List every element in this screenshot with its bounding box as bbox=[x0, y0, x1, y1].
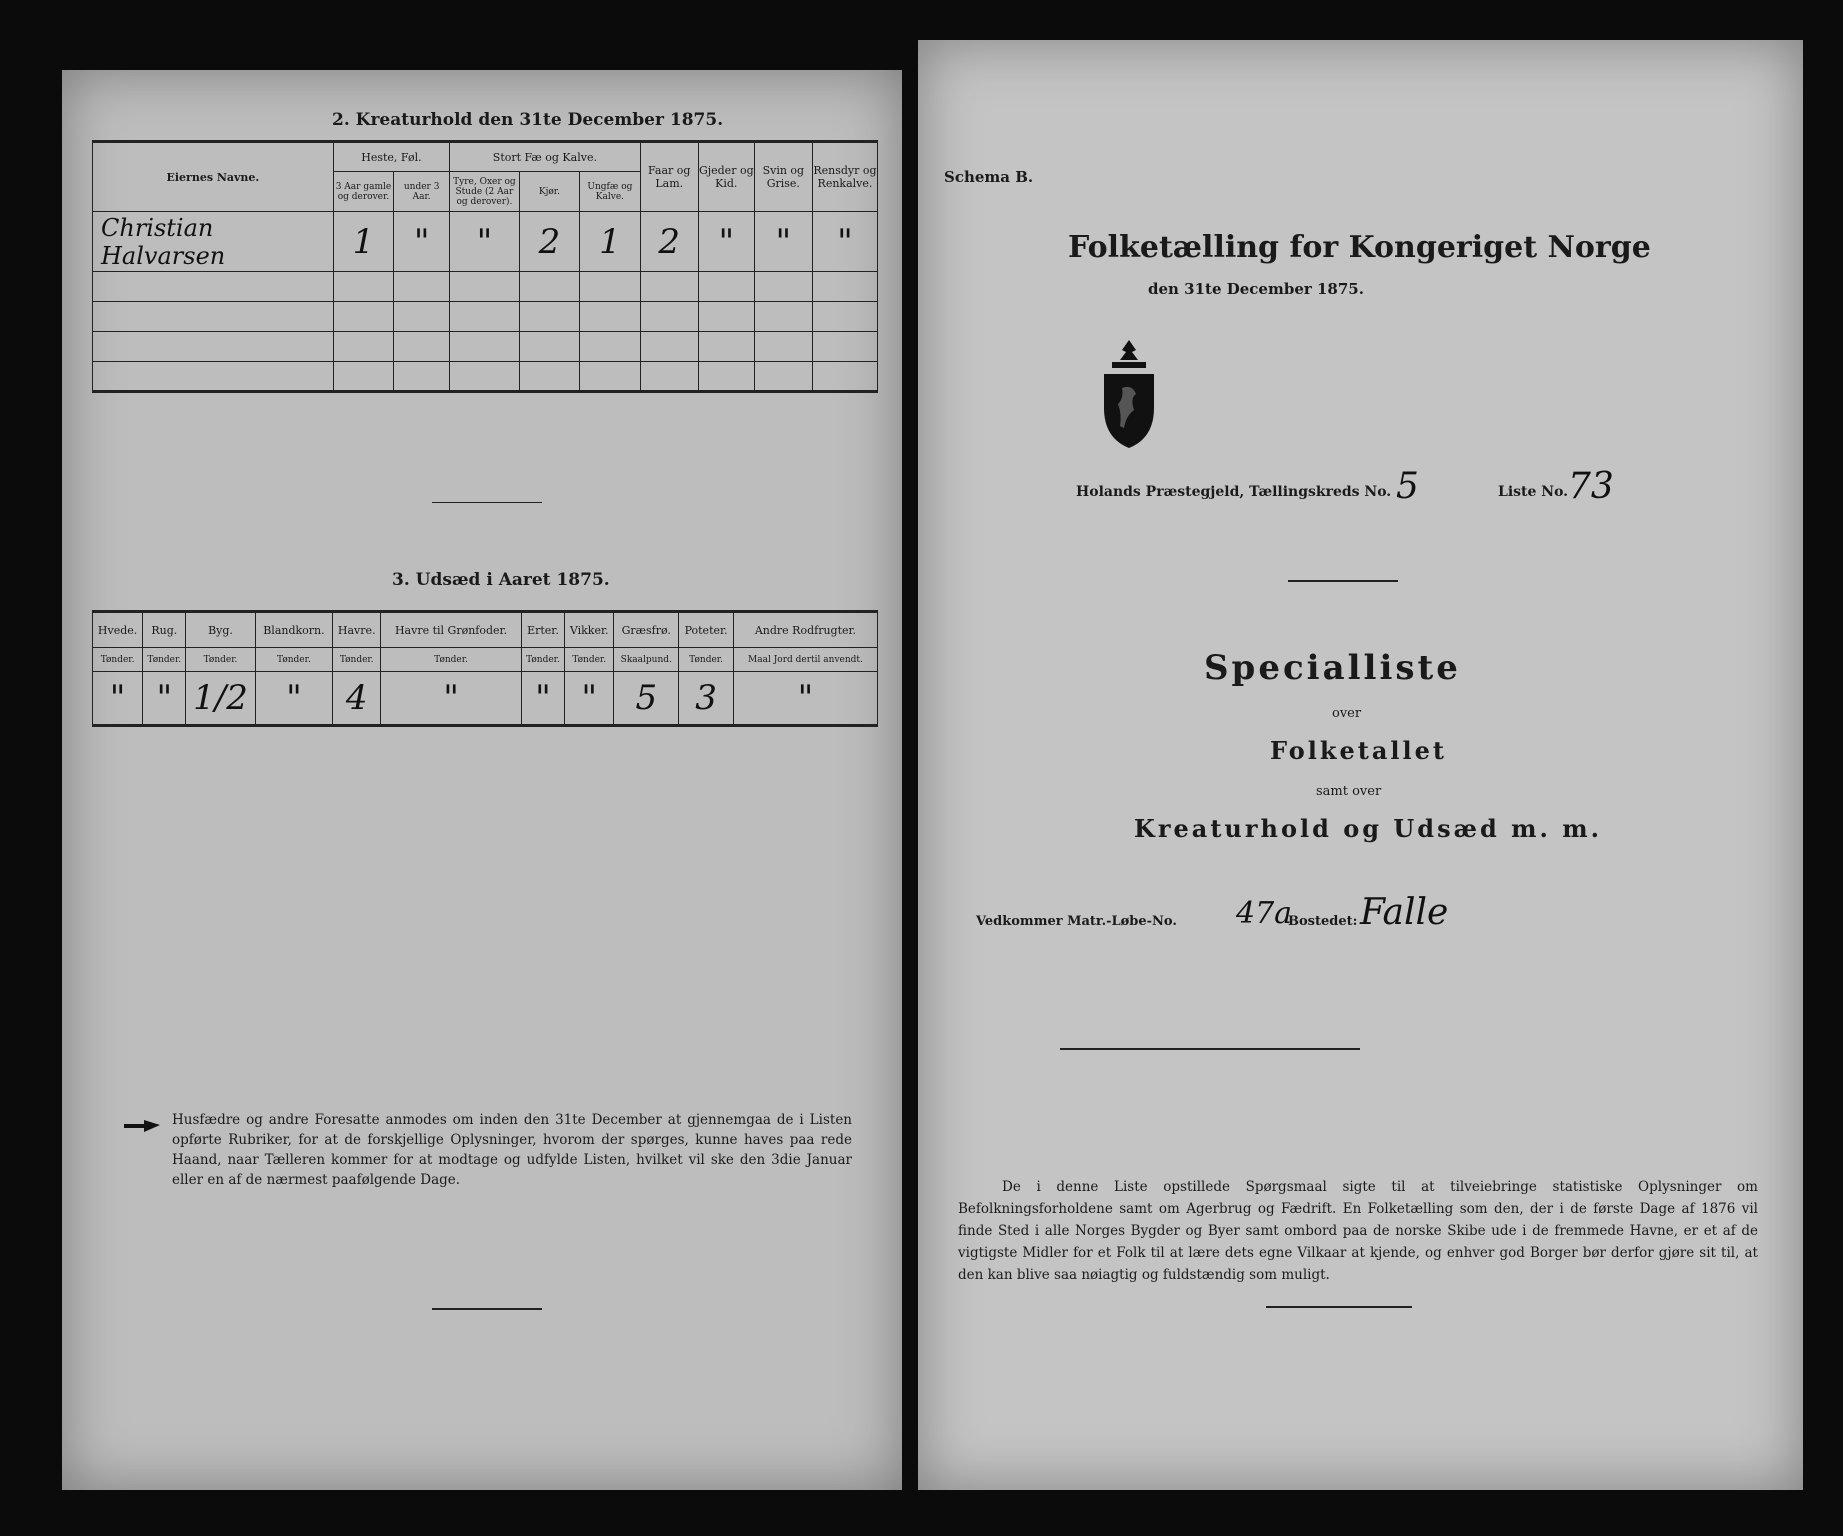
livestock-seed-text: Kreaturhold og Udsæd m. m. bbox=[1134, 814, 1602, 843]
divider bbox=[432, 502, 542, 503]
seed-header-name: Andre Rodfrugter. bbox=[733, 612, 877, 648]
table-row bbox=[93, 272, 878, 302]
matr-number: 47a bbox=[1236, 896, 1293, 931]
seed-header-name: Poteter. bbox=[679, 612, 734, 648]
seed-header-unit: Tønder. bbox=[565, 648, 614, 672]
seed-value: " bbox=[733, 672, 877, 726]
value-horses-young: " bbox=[394, 212, 450, 272]
seed-value: " bbox=[255, 672, 333, 726]
seed-header-unit: Tønder. bbox=[255, 648, 333, 672]
seed-value: " bbox=[93, 672, 143, 726]
schema-label: Schema B. bbox=[944, 168, 1034, 186]
value-horses-old: 1 bbox=[333, 212, 393, 272]
left-page bbox=[62, 70, 902, 1490]
seed-value: " bbox=[381, 672, 522, 726]
seed-value: 3 bbox=[679, 672, 734, 726]
notice-text: Husfædre og andre Foresatte anmodes om inden den 31te December at gjennemgaa de i Listen opførte Rubriker, for at de forskjellige Oplysninger, hvorom der spørges, kunne haves paa rede Haand, naar Tælleren kommer for at modtage og udfylde Listen, hvilket vil ske den 3die Januar eller en af de nærmest paafølgende Dage. bbox=[172, 1112, 852, 1188]
seed-value: " bbox=[521, 672, 564, 726]
header-reindeer: Rensdyr og Renkalve. bbox=[812, 142, 877, 212]
header-bulls: Tyre, Oxer og Stude (2 Aar og derover). bbox=[450, 172, 520, 212]
bostedet-label: Bostedet: bbox=[1288, 914, 1358, 929]
value-sheep: 2 bbox=[640, 212, 698, 272]
header-horses-young: under 3 Aar. bbox=[394, 172, 450, 212]
seed-header-unit: Tønder. bbox=[93, 648, 143, 672]
parish-label: Holands Præstegjeld, Tællingskreds No. bbox=[1076, 484, 1392, 500]
seed-header-name: Erter. bbox=[521, 612, 564, 648]
purpose-text: De i denne Liste opstillede Spørgsmaal sigte til at tilveiebringe statistiske Oplysninger om Befolkningsforholdene samt om Agerbrug og Fædrift. En Folketælling som den, der i de første Dage af 1876 vil finde Sted i alle Norges Bygder og Byer samt ombord paa de norske Skibe ude i de fremmede Havne, er et af de vigtigste Midler for et Folk til at lære dets egne Vilkaar at kjende, og enhver god Borger bør derfor gjøre sit til, at den kan blive saa nøiagtig og fuldstændig som muligt. bbox=[958, 1179, 1758, 1283]
divider bbox=[1060, 1048, 1360, 1050]
header-owner: Eiernes Navne. bbox=[93, 142, 334, 212]
list-number: 73 bbox=[1568, 466, 1614, 507]
coat-of-arms-icon bbox=[1094, 338, 1164, 454]
header-cows: Kjør. bbox=[519, 172, 579, 212]
seed-header-unit: Tønder. bbox=[381, 648, 522, 672]
seed-header-name: Vikker. bbox=[565, 612, 614, 648]
value-bulls: " bbox=[450, 212, 520, 272]
seed-header-unit: Tønder. bbox=[679, 648, 734, 672]
owner-name: Christian Halvarsen bbox=[93, 212, 334, 272]
header-pigs: Svin og Grise. bbox=[754, 142, 812, 212]
livestock-title: 2. Kreaturhold den 31te December 1875. bbox=[332, 110, 724, 130]
seed-header-name: Havre til Grønfoder. bbox=[381, 612, 522, 648]
header-sheep: Faar og Lam. bbox=[640, 142, 698, 212]
census-date: den 31te December 1875. bbox=[1148, 280, 1364, 298]
value-young-cattle: 1 bbox=[580, 212, 640, 272]
seed-value: " bbox=[143, 672, 186, 726]
samt-over-text: samt over bbox=[1316, 784, 1382, 799]
list-label: Liste No. bbox=[1498, 484, 1569, 500]
seed-value: 5 bbox=[614, 672, 679, 726]
over-text: over bbox=[1332, 706, 1362, 721]
seed-header-unit: Tønder. bbox=[186, 648, 255, 672]
divider bbox=[432, 1308, 542, 1310]
seed-value: " bbox=[565, 672, 614, 726]
header-young-cattle: Ungfæ og Kalve. bbox=[580, 172, 640, 212]
divider bbox=[1266, 1306, 1412, 1308]
matr-label: Vedkommer Matr.-Løbe-No. bbox=[976, 914, 1177, 929]
seed-header-unit: Skaalpund. bbox=[614, 648, 679, 672]
seed-header-unit: Maal Jord dertil anvendt. bbox=[733, 648, 877, 672]
seed-header-unit: Tønder. bbox=[143, 648, 186, 672]
header-cattle: Stort Fæ og Kalve. bbox=[450, 142, 641, 172]
seed-header-name: Havre. bbox=[333, 612, 381, 648]
seed-header-unit: Tønder. bbox=[521, 648, 564, 672]
header-horses-old: 3 Aar gamle og derover. bbox=[333, 172, 393, 212]
bostedet-name: Falle bbox=[1360, 892, 1449, 933]
value-cows: 2 bbox=[519, 212, 579, 272]
seed-header-name: Hvede. bbox=[93, 612, 143, 648]
seed-header-name: Rug. bbox=[143, 612, 186, 648]
header-goats: Gjeder og Kid. bbox=[698, 142, 754, 212]
seed-table bbox=[92, 610, 878, 727]
seed-header-name: Blandkorn. bbox=[255, 612, 333, 648]
divider bbox=[1288, 580, 1398, 582]
header-horses: Heste, Føl. bbox=[333, 142, 449, 172]
seed-title: 3. Udsæd i Aaret 1875. bbox=[392, 570, 610, 590]
pointing-hand-icon bbox=[122, 1116, 162, 1140]
seed-value: 4 bbox=[333, 672, 381, 726]
livestock-table bbox=[92, 140, 878, 393]
table-row bbox=[93, 332, 878, 362]
value-reindeer: " bbox=[812, 212, 877, 272]
table-row bbox=[93, 302, 878, 332]
table-row bbox=[93, 362, 878, 392]
special-list-title: Specialliste bbox=[1204, 648, 1461, 688]
value-pigs: " bbox=[754, 212, 812, 272]
seed-value: 1/2 bbox=[186, 672, 255, 726]
seed-header-unit: Tønder. bbox=[333, 648, 381, 672]
value-goats: " bbox=[698, 212, 754, 272]
seed-header-name: Byg. bbox=[186, 612, 255, 648]
table-row bbox=[93, 212, 878, 272]
seed-header-name: Græsfrø. bbox=[614, 612, 679, 648]
folketallet-text: Folketallet bbox=[1270, 736, 1447, 765]
right-page bbox=[918, 40, 1803, 1490]
district-number: 5 bbox=[1396, 466, 1419, 507]
table-row bbox=[93, 672, 878, 726]
census-title: Folketælling for Kongeriget Norge bbox=[1068, 230, 1651, 265]
